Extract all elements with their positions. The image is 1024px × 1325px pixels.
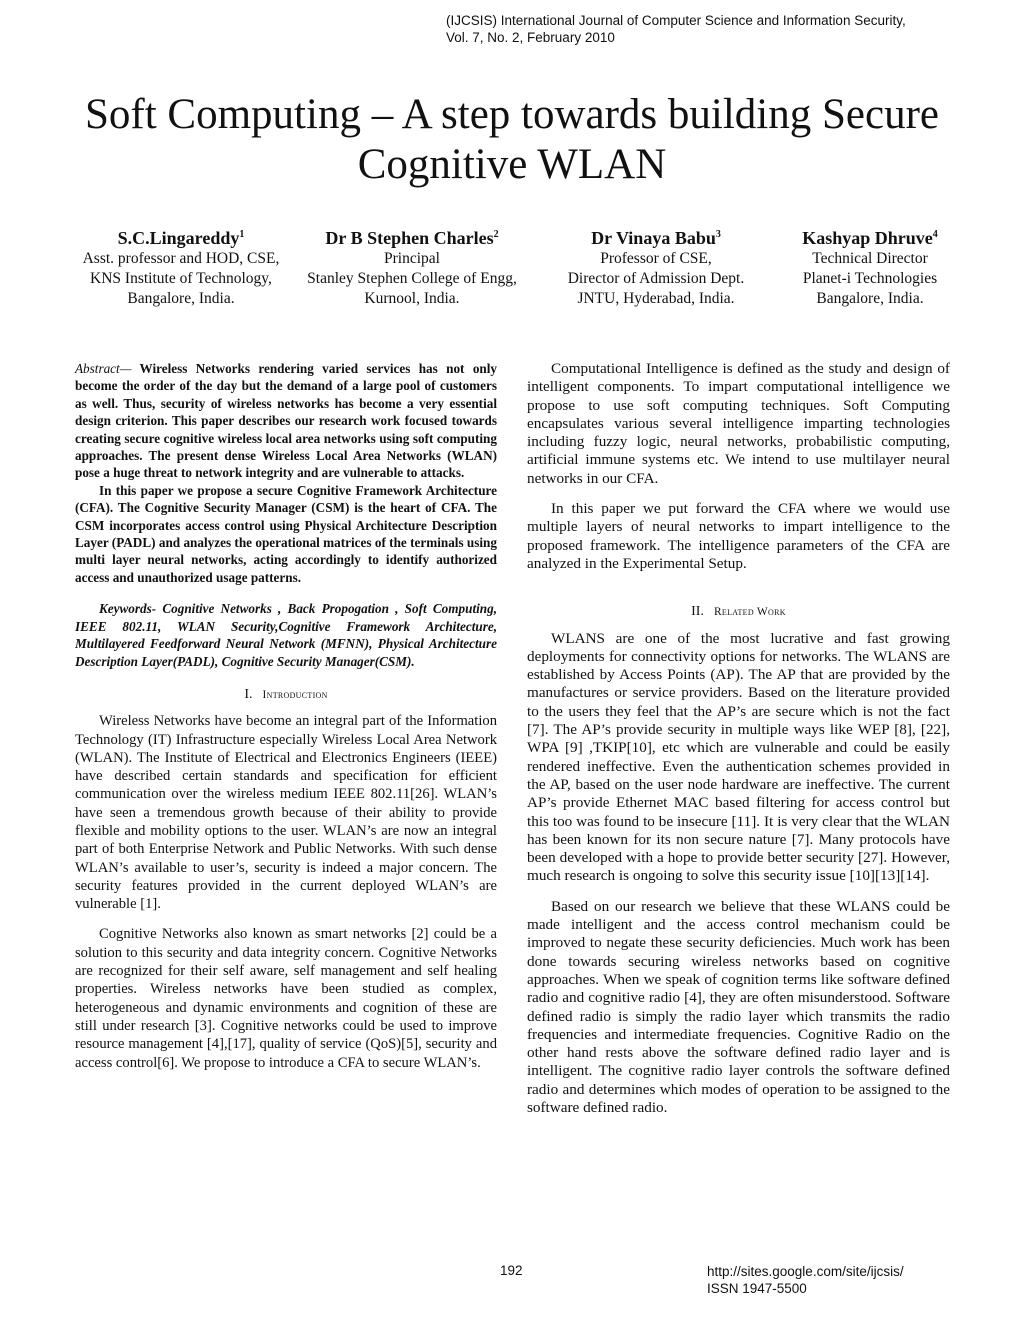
journal-header <box>446 12 906 46</box>
title-line-2: Cognitive WLAN <box>357 141 667 188</box>
journal-name: (IJCSIS) International Journal of Computer Science and Information Security, <box>446 13 906 28</box>
author-name: Dr Vinaya Babu$^3$ <box>591 228 721 248</box>
author-affiliation: Principal <box>384 250 440 267</box>
journal-volume: Vol. 7, No. 2, February 2010 <box>446 30 615 45</box>
abstract-label: Abstract— <box>75 361 132 376</box>
author-name: S.C.Lingareddy$^1$ <box>117 228 245 248</box>
author-location: Bangalore, India. <box>816 290 924 307</box>
author-block <box>70 224 292 309</box>
author-name: Dr B Stephen Charles$^2$ <box>325 228 499 248</box>
author-location: Bangalore, India. <box>127 290 235 307</box>
paragraph: Wireless Networks have become an integral part of the Information Technology (IT) Infrastructure especially Wireless Local Area Network (WLAN). The Institute of Electrical and Electronics Engineers (IEEE) have described certain standards and specification for efficient communication over the wireless medium IEEE 802.11[26]. WLAN’s have seen a tremendous growth because of their ability to provide flexible and mobility options to the user. WLAN’s are now an integral part of both Enterprise Network and Public Networks. With such dense WLAN’s available to user’s, security is indeed a major concern. The security features provided in the current deployed WLAN’s are vulnerable [1]. <box>75 713 497 913</box>
section-heading-introduction: I. Introduction <box>244 686 328 702</box>
keywords: Keywords- Cognitive Networks , Back Propogation , Soft Computing, IEEE 802.11, WLAN Security,Cognitive Framework Architecture, Multilayered Feedforward Neural Network (MFNN), Physical Architecture Description Layer(PADL), Cognitive Security Manager(CSM). <box>75 601 497 669</box>
title-line-1: Soft Computing – A step towards building Secure <box>85 91 939 138</box>
abstract-paragraph: In this paper we propose a secure Cognitive Framework Architecture (CFA). The Cognitive Security Manager (CSM) is the heart of CFA. The CSM incorporates access control using Physical Architecture Description Layer (PADL) and analyzes the operational matrices of the terminals using multi layer neural networks, acting accordingly to identify authorized access and unauthorized usage patterns. <box>75 482 497 585</box>
author-location: JNTU, Hyderabad, India. <box>577 290 735 307</box>
author-affiliation: KNS Institute of Technology, <box>90 270 272 287</box>
author-affiliation: Planet-i Technologies <box>802 270 938 287</box>
right-column <box>527 360 950 1129</box>
paragraph: Based on our research we believe that these WLANS could be made intelligent and the access control mechanism could be improved to negate these security deficiencies. Much work has been done towards securing wireless networks based on cognitive approaches. When we speak of cognition terms like software defined radio and cognitive radio [4], they are often misunderstood. Software defined radio is simply the radio layer which transmits the radio frequencies and intermediate frequencies. Cognitive Radio on the other hand rests above the software defined radio layer and is intelligent. The cognitive radio layer controls the software defined radio and determines which modes of operation to be assigned to the software defined radio. <box>527 897 950 1116</box>
paper-title <box>0 90 1024 190</box>
author-affiliation: Technical Director <box>812 250 928 267</box>
paragraph: Computational Intelligence is defined as the study and design of intelligent components. To impart computational intelligence we propose to use soft computing techniques. Soft Computing encapsulates various several intelligence imparting technologies including fuzzy logic, neural networks, probabilistic computing, artificial immune systems etc. We intend to use multilayer neural networks in our CFA. <box>527 360 950 487</box>
issn: ISSN 1947-5500 <box>707 1281 807 1296</box>
page-number: 192 <box>500 1263 523 1278</box>
left-column <box>75 360 497 1084</box>
abstract-text: Wireless Networks rendering varied services has not only become the order of the day but the demand of a large pool of customers as well. Thus, security of wireless networks has become a very essential design criterion. This paper describes our research work focused towards creating secure cognitive wireless local area networks using soft computing approaches. The present dense Wireless Local Area Networks (WLAN) pose a huge threat to network integrity and are vulnerable to attacks. <box>75 361 497 481</box>
journal-url: http://sites.google.com/site/ijcsis/ <box>707 1264 904 1279</box>
section-heading-related-work: II. Related Work <box>691 604 786 620</box>
author-affiliation: Professor of CSE, <box>600 250 712 267</box>
paragraph: WLANS are one of the most lucrative and fast growing deployments for connectivity options for networks. The WLANS are established by Access Points (AP). The AP that are provided by the manufactures or service providers. Based on the literature provided to the users they feel that the AP’s are secure which is not the fact [7]. The AP’s provide security in multiple ways like WEP [8], [22], WPA [9] ,TKIP[10], etc which are vulnerable and could be easily rendered ineffective. Even the authentication schemes provided in the AP, based on the user node hardware are ineffective. The current AP’s provide Ethernet MAC based filtering for access control but this too was found to be insecure [11]. It is very clear that the WLAN has been known for its non secure nature [7]. Many protocols have been developed with a hope to provide better security [27]. However, much research is ongoing to solve this security issue [10][13][14]. <box>527 629 950 885</box>
author-block <box>296 224 528 309</box>
footer-info <box>707 1263 904 1297</box>
author-location: Kurnool, India. <box>364 290 460 307</box>
author-block <box>760 224 980 309</box>
paragraph: Cognitive Networks also known as smart networks [2] could be a solution to this security and data integrity concern. Cognitive Networks are recognized for their self aware, self management and self healing properties. Wireless networks have been studied as complex, heterogeneous and dynamic environments and cognition of these are still under research [3]. Cognitive networks could be used to improve resource management [4],[17], quality of service (QoS)[5], security and access control[6]. We propose to introduce a CFA to secure WLAN’s. <box>75 926 497 1071</box>
author-affiliation: Asst. professor and HOD, CSE, <box>82 250 280 267</box>
author-name: Kashyap Dhruve$^4$ <box>802 228 938 248</box>
author-affiliation: Stanley Stephen College of Engg, <box>307 270 517 287</box>
abstract <box>75 360 497 482</box>
author-affiliation: Director of Admission Dept. <box>567 270 745 287</box>
paragraph: In this paper we put forward the CFA where we would use multiple layers of neural networks to impart intelligence to the proposed framework. The intelligence parameters of the CFA are analyzed in the Experimental Setup. <box>527 500 950 572</box>
author-block <box>540 224 772 309</box>
